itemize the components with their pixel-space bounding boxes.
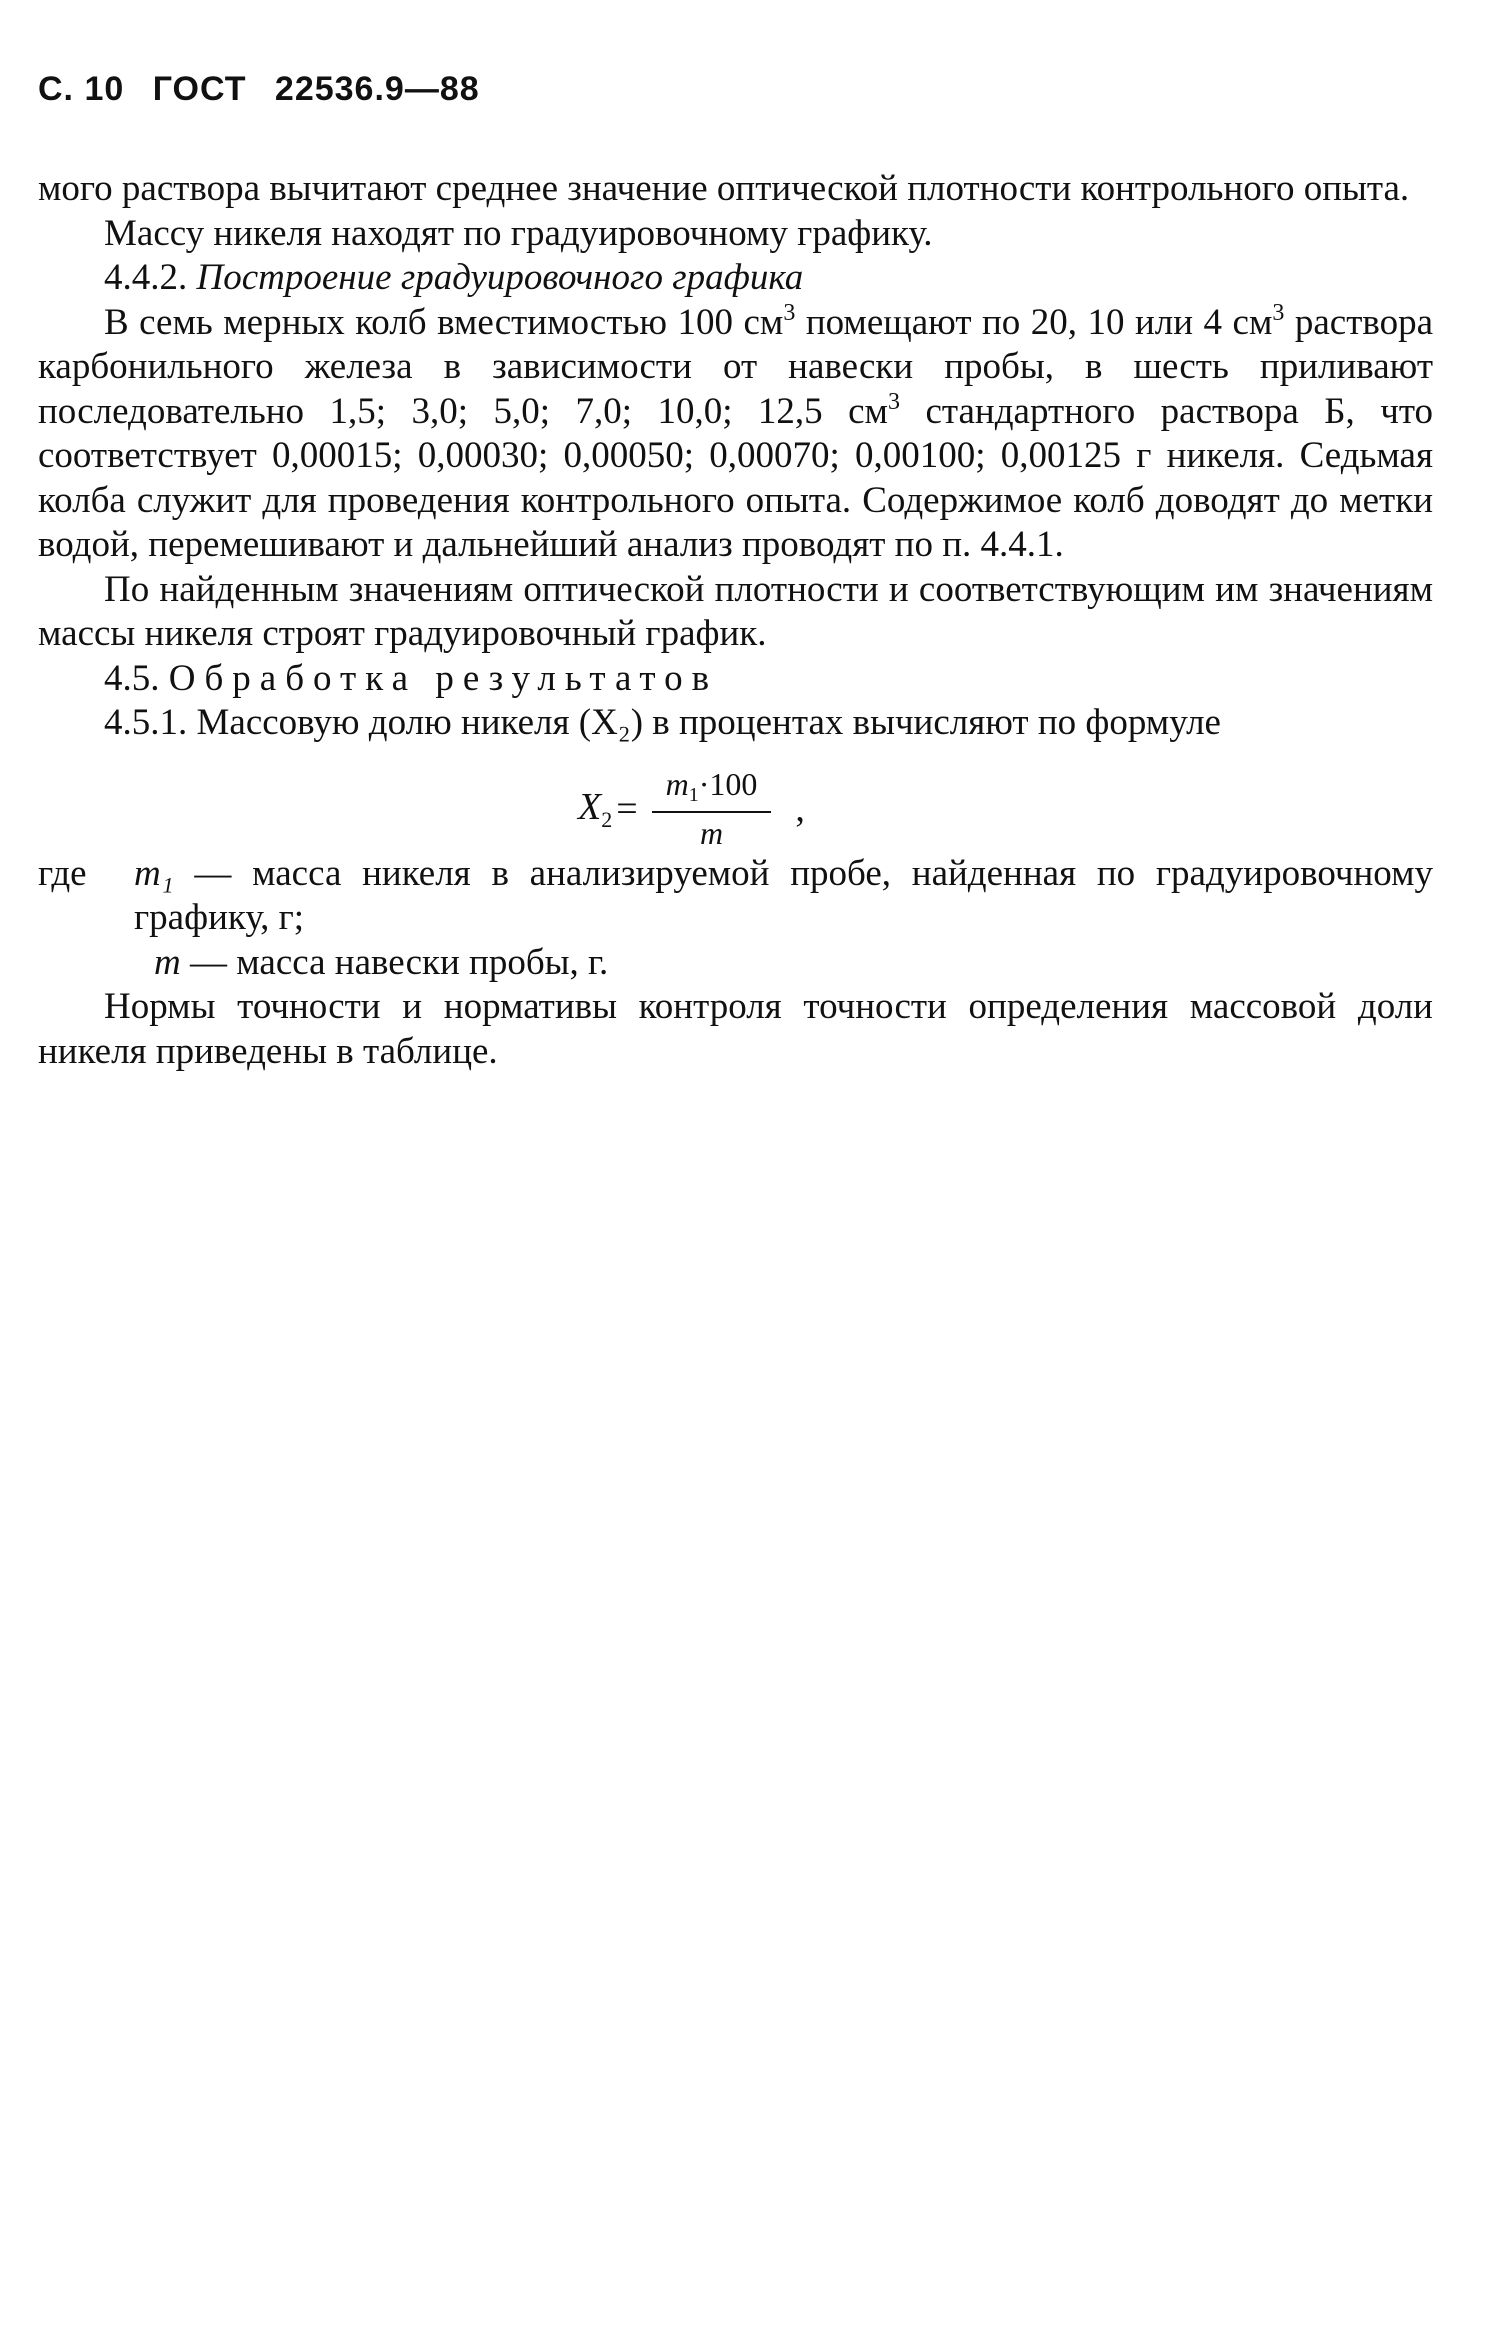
running-header xyxy=(38,70,1433,109)
formula-denominator: m xyxy=(699,814,724,851)
paragraph-build-graph: По найденным значениям оптической плотности и соответствующим им значениям массы никеля строят градуировочный график. xyxy=(38,568,1433,654)
formula-fraction xyxy=(652,766,772,852)
numerator-variable: m xyxy=(665,765,689,802)
formula-variable: X xyxy=(578,785,602,828)
superscript: 3 xyxy=(887,388,900,415)
formula-numerator xyxy=(652,766,772,813)
paragraph-accuracy-norms: Нормы точности и нормативы контроля точности определения массовой доли никеля приведены в таблице. xyxy=(38,986,1433,1072)
paragraph-calibration-procedure xyxy=(38,301,1433,568)
section-number: 4.5. xyxy=(104,657,160,699)
superscript: 3 xyxy=(1272,299,1285,326)
paragraph-mass-nickel: Массу никеля находят по градуировочному графику. xyxy=(104,212,933,254)
numerator-rest: ·100 xyxy=(698,765,758,802)
formula xyxy=(578,766,805,852)
where-m xyxy=(38,941,1433,986)
paragraph-formula-intro: 4.5.1. Массовую долю никеля (X₂) в процентах вычисляют по формуле xyxy=(104,702,1221,743)
text-run: помещают по 20, 10 или 4 см xyxy=(795,301,1273,343)
symbol-m: m xyxy=(154,941,181,983)
formula-lhs xyxy=(578,785,612,833)
where-m1 xyxy=(38,852,1433,941)
page-number: С. 10 xyxy=(38,70,125,108)
m1-description: — масса никеля в анализируемой пробе, найденная по градуировочному графику, г; xyxy=(134,852,1433,938)
text-run: стандартного раствора Б, что соответствует 0,00015; 0,00030; 0,00050; 0,00070; 0,00100; 0,00125 г никеля. Седьмая колба служит для проведения контрольного опыта. Содержимое колб доводят до метки водой, перемешивают и дальнейший анализ проводят по п. 4.4.1. xyxy=(38,390,1433,565)
section-heading-4-5 xyxy=(38,657,1433,702)
text-run: В семь мерных колб вместимостью 100 см xyxy=(104,301,784,343)
m-description: — масса навески пробы, г. xyxy=(180,941,609,983)
standard-label: ГОСТ xyxy=(152,70,247,108)
text-run: раствора карбонильного железа в зависимости от навески пробы, в шесть приливают последовательно 1,5; 3,0; 5,0; 7,0; 10,0; 12,5 см xyxy=(38,301,1433,432)
standard-number: 22536.9—88 xyxy=(274,70,480,108)
formula-subscript: 2 xyxy=(601,806,613,832)
section-heading-4-4-2 xyxy=(38,256,1433,301)
where-m1-definition xyxy=(134,852,1433,941)
where-label: где xyxy=(38,852,87,894)
section-title: Обработка результатов xyxy=(168,657,719,699)
section-number: 4.4.2. xyxy=(104,257,188,298)
superscript: 3 xyxy=(783,299,796,326)
paragraph-continuation: мого раствора вычитают среднее значение оптической плотности контрольного опыта. xyxy=(38,168,1410,209)
symbol-m1: m₁ xyxy=(134,852,174,894)
section-title: Построение градуировочного графика xyxy=(196,257,804,298)
formula-block xyxy=(38,746,1433,852)
formula-comma: , xyxy=(795,787,805,830)
document-page xyxy=(38,70,1433,1074)
numerator-subscript: 1 xyxy=(688,783,699,806)
formula-equals: = xyxy=(616,787,638,830)
